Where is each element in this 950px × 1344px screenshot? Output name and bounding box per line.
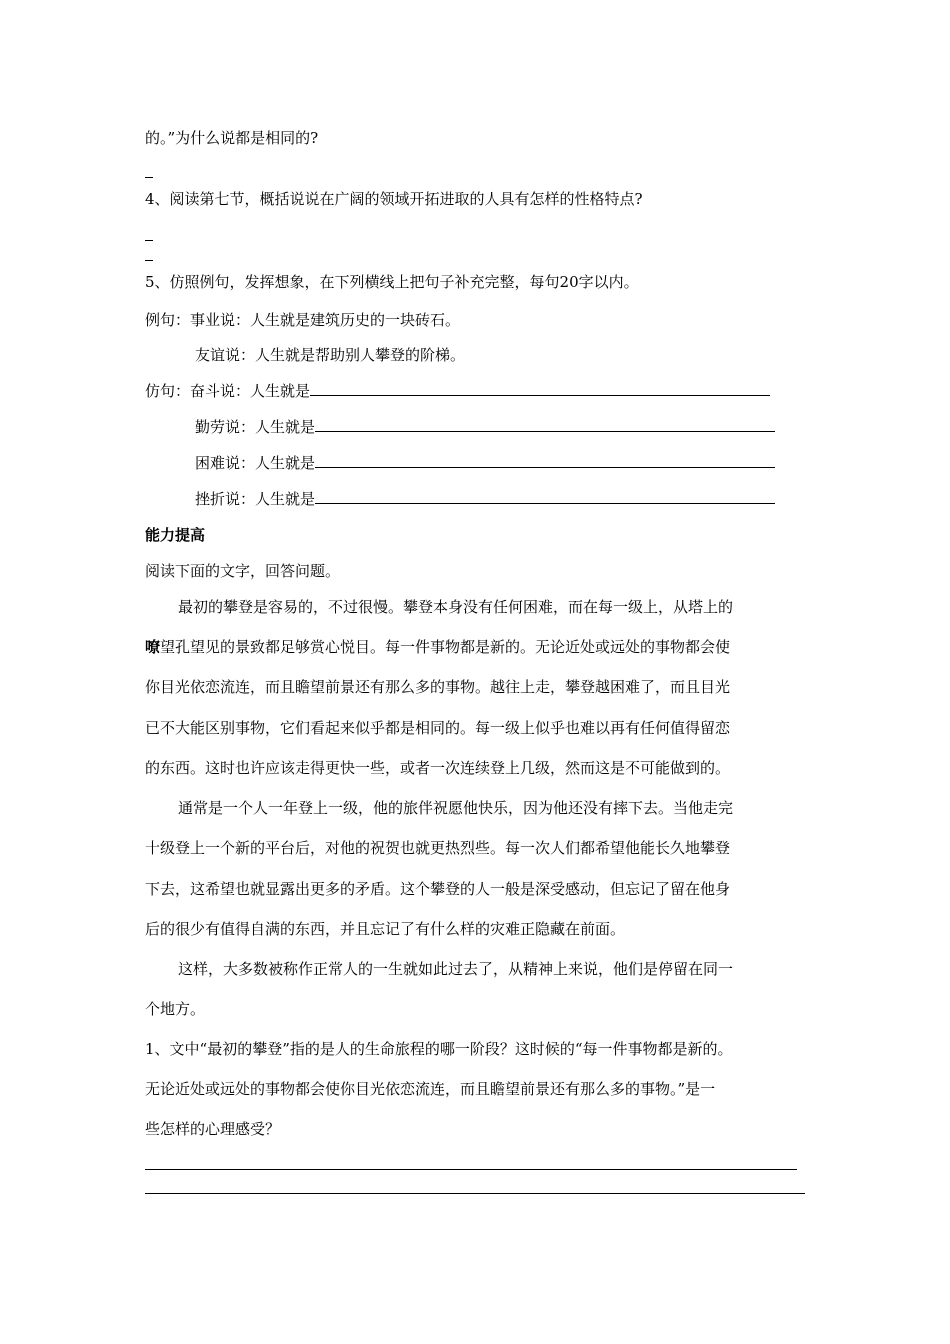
- imitation-label: 仿句：: [145, 382, 191, 400]
- example-line-2: 友谊说：人生就是帮助别人攀登的阶梯。: [195, 346, 466, 364]
- imitation-line-2: [195, 417, 775, 437]
- question-1-line-3: 些怎样的心理感受？: [145, 1120, 281, 1138]
- answer-blank-q4-2: [145, 260, 153, 261]
- passage-p3-line-1: 这样，大多数被称作正常人的一生就如此过去了，从精神上来说，他们是停留在同一: [178, 960, 734, 978]
- passage-p1-line-5: 的东西。这时也许应该走得更快一些，或者一次连续登上几级，然而这是不可能做到的。: [145, 759, 731, 777]
- q3-tail-text: 的。”为什么说都是相同的?: [145, 129, 319, 147]
- passage-p1-line-4: 已不大能区别事物，它们看起来似乎都是相同的。每一级上似乎也难以再有任何值得留恋: [145, 719, 731, 737]
- passage-p2-line-4: 后的很少有值得自满的东西，并且忘记了有什么样的灾难正隐藏在前面。: [145, 920, 626, 938]
- example-label: 例句：: [145, 311, 191, 329]
- passage-p1-line-1: 最初的攀登是容易的，不过很慢。攀登本身没有任何困难，而在每一级上，从塔上的: [178, 598, 734, 616]
- passage-p2-line-3: 下去，这希望也就显露出更多的矛盾。这个攀登的人一般是深受感动，但忘记了留在他身: [145, 880, 731, 898]
- imitation-blank-4[interactable]: [315, 489, 775, 504]
- passage-p1-line-2: [145, 637, 730, 657]
- imitation-prompt-1: 奋斗说：人生就是: [190, 382, 311, 400]
- passage-bold-char: 嘹: [145, 638, 161, 656]
- question-1-line-1: 1、文中“最初的攀登”指的是人的生命旅程的哪一阶段？这时候的“每一件事物都是新的。: [145, 1040, 733, 1058]
- imitation-line-1: [145, 381, 770, 401]
- passage-p2-line-2: 十级登上一个新的平台后，对他的祝贺也就更热烈些。每一次人们都希望他能长久地攀登: [145, 839, 731, 857]
- imitation-blank-3[interactable]: [315, 453, 775, 468]
- answer-blank-q3: [145, 177, 153, 178]
- example-sentence-1: 事业说：人生就是建筑历史的一块砖石。: [190, 311, 461, 329]
- section-title: 能力提高: [145, 526, 206, 544]
- answer-line-1[interactable]: [145, 1169, 797, 1170]
- imitation-line-4: [195, 489, 775, 509]
- passage-p1-line-2-rest: 望孔望见的景致都足够赏心悦目。每一件事物都是新的。无论近处或远处的事物都会使: [160, 638, 731, 656]
- imitation-blank-1[interactable]: [310, 381, 770, 396]
- imitation-prompt-2: 勤劳说：人生就是: [195, 418, 316, 436]
- passage-p2-line-1: 通常是一个人一年登上一级，他的旅伴祝愿他快乐，因为他还没有摔下去。当他走完: [178, 799, 734, 817]
- imitation-blank-2[interactable]: [315, 417, 775, 432]
- question-4: 4、阅读第七节，概括说说在广阔的领域开拓进取的人具有怎样的性格特点?: [145, 190, 643, 208]
- passage-p3-line-2: 个地方。: [145, 1000, 206, 1018]
- question-1-line-2: 无论近处或远处的事物都会使你目光依恋流连，而且瞻望前景还有那么多的事物。”是一: [145, 1080, 716, 1098]
- answer-blank-q4-1: [145, 240, 153, 241]
- question-5: 5、仿照例句，发挥想象，在下列横线上把句子补充完整，每句20字以内。: [145, 273, 639, 291]
- example-line-1: [145, 310, 460, 330]
- imitation-line-3: [195, 453, 775, 473]
- imitation-prompt-4: 挫折说：人生就是: [195, 490, 316, 508]
- imitation-prompt-3: 困难说：人生就是: [195, 454, 316, 472]
- passage-p1-line-3: 你目光依恋流连，而且瞻望前景还有那么多的事物。越往上走，攀登越困难了，而且目光: [145, 678, 731, 696]
- instruction: 阅读下面的文字，回答问题。: [145, 562, 341, 580]
- answer-line-2[interactable]: [145, 1193, 805, 1194]
